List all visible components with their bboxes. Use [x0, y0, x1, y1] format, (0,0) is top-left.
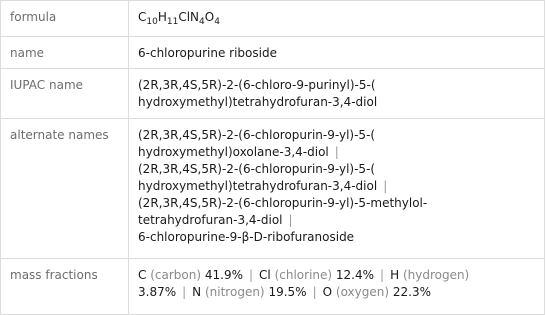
- name-label: name: [1, 37, 129, 69]
- element-symbol: N: [192, 285, 202, 299]
- alternate-names-value: [129, 119, 545, 259]
- formula-row: [1, 1, 545, 37]
- alternate-name-line: [138, 212, 538, 229]
- element-symbol: C: [138, 268, 147, 282]
- iupac-label: IUPAC name: [1, 69, 129, 119]
- alternate-name-text: tetrahydrofuran-3,4-diol: [138, 213, 283, 227]
- alternate-name-line: [138, 178, 538, 195]
- name-value: 6-chloropurine riboside: [129, 37, 545, 69]
- element-percent: 41.9%: [204, 268, 243, 282]
- separator: |: [334, 145, 339, 159]
- name-row: [1, 37, 545, 69]
- alternate-name-text: hydroxymethyl)oxolane-3,4-diol: [138, 145, 329, 159]
- formula-part: ClN: [178, 10, 200, 24]
- formula-subscript: 10: [146, 17, 158, 27]
- alternate-name-line: [138, 161, 538, 178]
- alternate-names-label: alternate names: [1, 119, 129, 259]
- formula-subscript: 4: [214, 17, 220, 27]
- iupac-row: [1, 69, 545, 119]
- element-name: (carbon): [150, 268, 202, 282]
- mass-fraction-line: [138, 267, 538, 284]
- alternate-name-line: [138, 229, 538, 246]
- element-name: (nitrogen): [204, 285, 265, 299]
- separator: |: [383, 179, 388, 193]
- alternate-names-row: [1, 119, 545, 259]
- iupac-line: (2R,3R,4S,5R)-2-(6-chloro-9-purinyl)-5-(: [138, 78, 376, 92]
- alternate-name-line: [138, 144, 538, 161]
- separator: |: [248, 268, 254, 282]
- alternate-name-text: 6-chloropurine-9-β-D-ribofuranoside: [138, 230, 355, 244]
- formula-part: C: [138, 10, 147, 24]
- alternate-name-line: [138, 127, 538, 144]
- element-name: (chlorine): [274, 268, 333, 282]
- mass-fractions-value: [129, 259, 545, 315]
- formula-value: [129, 1, 545, 37]
- mass-fraction-line: [138, 284, 538, 301]
- element-percent: 3.87%: [138, 285, 177, 299]
- alternate-name-text: hydroxymethyl)tetrahydrofuran-3,4-diol: [138, 179, 378, 193]
- separator: |: [312, 285, 317, 299]
- element-symbol: Cl: [259, 268, 271, 282]
- formula-part: O: [204, 10, 215, 24]
- separator: |: [182, 285, 187, 299]
- element-percent: 12.4%: [335, 268, 375, 282]
- mass-fractions-label: mass fractions: [1, 259, 129, 315]
- separator: |: [380, 268, 385, 282]
- element-name: (hydrogen): [402, 268, 470, 282]
- separator: |: [288, 213, 293, 227]
- alternate-name-line: [138, 195, 538, 212]
- formula-subscript: 4: [199, 17, 205, 27]
- element-percent: 22.3%: [392, 285, 431, 299]
- formula-part: H: [157, 10, 167, 24]
- mass-fractions-row: [1, 259, 545, 315]
- alternate-name-text: (2R,3R,4S,5R)-2-(6-chloropurin-9-yl)-5-(: [138, 128, 376, 142]
- formula-subscript: 11: [166, 17, 179, 27]
- element-symbol: O: [322, 285, 333, 299]
- element-percent: 19.5%: [268, 285, 307, 299]
- iupac-line: hydroxymethyl)tetrahydrofuran-3,4-diol: [138, 95, 378, 109]
- iupac-value: [129, 69, 545, 119]
- element-symbol: H: [390, 268, 400, 282]
- alternate-name-text: (2R,3R,4S,5R)-2-(6-chloropurin-9-yl)-5-methylol-: [138, 196, 428, 210]
- element-name: (oxygen): [335, 285, 390, 299]
- formula-label: formula: [1, 1, 129, 37]
- alternate-name-text: (2R,3R,4S,5R)-2-(6-chloropurin-9-yl)-5-(: [138, 162, 376, 176]
